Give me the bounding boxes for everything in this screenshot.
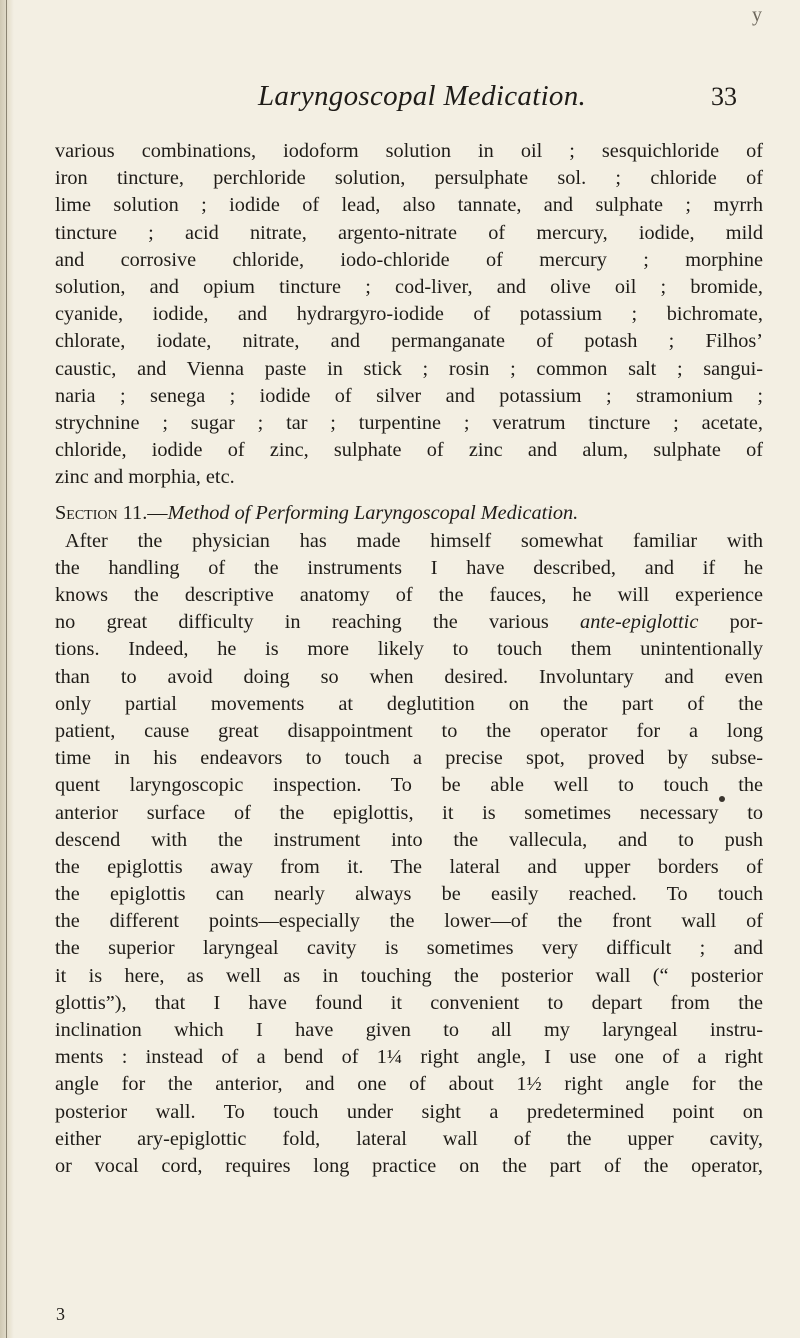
emphasis-ante-epiglottic: ante-epiglottic	[580, 611, 699, 634]
text-line: anterior surface of the epiglottis, it is sometimes necessary to	[55, 801, 763, 824]
page-gutter-rule	[6, 0, 7, 1338]
text-line: iron tincture, perchloride solution, persulphate sol. ; chloride of	[55, 167, 763, 190]
text-line: ments : instead of a bend of 1¼ right angle, I use one of a right	[55, 1046, 763, 1069]
text-line: solution, and opium tincture ; cod-liver, and olive oil ; bromide,	[55, 275, 763, 298]
text-line: it is here, as well as in touching the posterior wall (“ posterior	[55, 964, 763, 987]
text-line: tincture ; acid nitrate, argento-nitrate of mercury, iodide, mild	[55, 221, 763, 244]
text-line: chloride, iodide of zinc, sulphate of zinc and alum, sulphate of	[55, 439, 763, 462]
text-line: cyanide, iodide, and hydrargyro-iodide of potassium ; bichromate,	[55, 303, 763, 326]
running-head: Laryngoscopal Medication.	[258, 80, 587, 112]
text-line: knows the descriptive anatomy of the fauces, he will experience	[55, 584, 763, 606]
page-header	[0, 80, 800, 120]
text-line: either ary-epiglottic fold, lateral wall of the upper cavity,	[55, 1127, 763, 1150]
text-fragment: por-	[698, 611, 764, 634]
text-line: time in his endeavors to touch a precise spot, proved by subse-	[55, 747, 763, 770]
text-line: than to avoid doing so when desired. Involuntary and even	[55, 665, 763, 688]
text-line: glottis”), that I have found it convenient to depart from the	[55, 991, 763, 1014]
section-heading	[55, 500, 763, 527]
section-label: Section 11.	[55, 502, 148, 525]
text-line: inclination which I have given to all my laryngeal instru-	[55, 1019, 763, 1041]
text-line: the handling of the instruments I have described, and if he	[55, 556, 763, 579]
text-line: the superior laryngeal cavity is sometimes very difficult ; and	[55, 937, 763, 960]
text-line: descend with the instrument into the vallecula, and to push	[55, 828, 763, 851]
signature-mark: 3	[56, 1304, 65, 1324]
section-title: Method of Performing Laryngoscopal Medication.	[167, 502, 579, 525]
text-line: patient, cause great disappointment to the operator for a long	[55, 719, 763, 742]
text-line: angle for the anterior, and one of about 1½ right angle for the	[55, 1073, 763, 1096]
text-line: the different points—especially the lower—of the front wall of	[55, 910, 763, 933]
text-line: various combinations, iodoform solution in oil ; sesquichloride of	[55, 140, 763, 162]
text-line: lime solution ; iodide of lead, also tannate, and sulphate ; myrrh	[55, 194, 763, 217]
body-text	[55, 138, 763, 1180]
text-line: and corrosive chloride, iodo-chloride of mercury ; morphine	[55, 248, 763, 271]
text-line: or vocal cord, requires long practice on the part of the operator,	[55, 1154, 763, 1177]
page-number: 33	[711, 82, 737, 111]
text-line: posterior wall. To touch under sight a predetermined point on	[55, 1100, 763, 1123]
corner-mark: y	[752, 4, 762, 26]
text-line: zinc and morphia, etc.	[55, 466, 235, 489]
text-line: After the physician has made himself somewhat familiar with	[65, 529, 763, 552]
text-line-with-emphasis	[55, 609, 763, 636]
text-line: chlorate, iodate, nitrate, and permanganate of potash ; Filhos’	[55, 330, 763, 353]
em-dash: —	[147, 502, 168, 525]
text-line: caustic, and Vienna paste in stick ; rosin ; common salt ; sangui-	[55, 357, 763, 380]
page-gutter-shadow	[0, 0, 14, 1338]
text-line: quent laryngoscopic inspection. To be able well to touch the	[55, 774, 763, 797]
text-line: tions. Indeed, he is more likely to touch them unintentionally	[55, 638, 763, 661]
text-line: the epiglottis can nearly always be easily reached. To touch	[55, 883, 763, 906]
text-line: naria ; senega ; iodide of silver and potassium ; stramonium ;	[55, 384, 763, 407]
text-line: strychnine ; sugar ; tar ; turpentine ; veratrum tincture ; acetate,	[55, 411, 763, 434]
text-line: the epiglottis away from it. The lateral and upper borders of	[55, 855, 763, 878]
ink-spot	[719, 796, 725, 802]
text-fragment: no great difficulty in reaching the various	[55, 611, 549, 634]
text-line: only partial movements at deglutition on the part of the	[55, 692, 763, 715]
